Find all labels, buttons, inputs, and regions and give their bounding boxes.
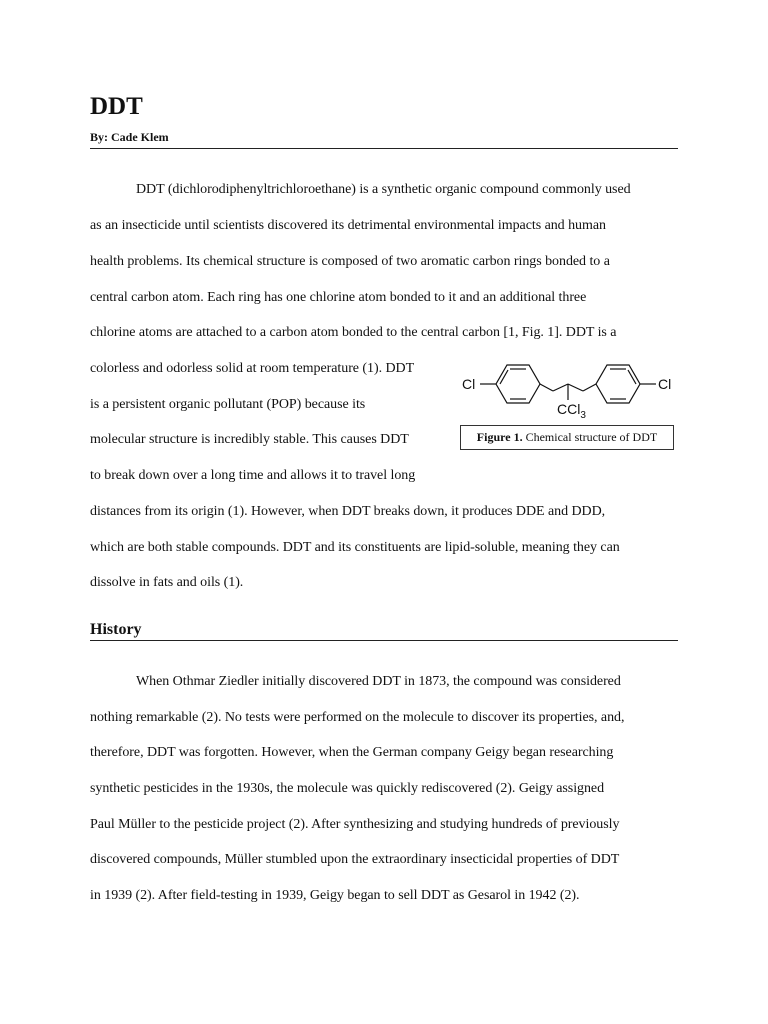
paragraph-line: to break down over a long time and allows it to travel long (90, 468, 416, 483)
ccl3-label: CCl$_3$ (557, 401, 586, 421)
history-heading: History (90, 621, 142, 638)
figure-label: Figure 1. (476, 430, 523, 444)
paragraph-line: in 1939 (2). After field-testing in 1939, Geigy began to sell DDT as Gesarol in 1942 (2). (90, 888, 580, 903)
central-bond-left (553, 384, 568, 391)
ddt-structure-diagram (460, 356, 676, 426)
paragraph-line: colorless and odorless solid at room temperature (1). DDT (90, 361, 415, 376)
paragraph-line: nothing remarkable (2). No tests were performed on the molecule to discover its properties, and, (90, 710, 625, 725)
paragraph-line: dissolve in fats and oils (1). (90, 575, 244, 590)
paragraph-line: therefore, DDT was forgotten. However, when the German company Geigy began researching (90, 745, 614, 760)
paragraph-line: synthetic pesticides in the 1930s, the molecule was quickly rediscovered (2). Geigy assigned (90, 781, 605, 796)
author-byline: By: Cade Klem (90, 130, 169, 144)
paragraph-line: When Othmar Ziedler initially discovered DDT in 1873, the compound was considered (136, 674, 621, 689)
chlorine-label-right: Cl (658, 376, 672, 392)
history-divider (90, 640, 678, 641)
figure-caption-text: Chemical structure of DDT (522, 430, 658, 444)
paragraph-line: which are both stable compounds. DDT and its constituents are lipid-soluble, meaning they can (90, 540, 620, 555)
figure-caption (460, 425, 674, 450)
left-benzene-ring (496, 365, 540, 403)
paragraph-line: Paul Müller to the pesticide project (2). After synthesizing and studying hundreds of previously (90, 817, 620, 832)
document-title: DDT (90, 93, 143, 120)
chlorine-label-left: Cl (462, 376, 476, 392)
paragraph-line: discovered compounds, Müller stumbled upon the extraordinary insecticidal properties of DDT (90, 852, 620, 867)
paragraph-line: chlorine atoms are attached to a carbon atom bonded to the central carbon [1, Fig. 1]. DDT is a (90, 325, 617, 340)
paragraph-line: is a persistent organic pollutant (POP) because its (90, 397, 366, 412)
title-divider (90, 148, 678, 149)
central-bond-right (568, 384, 583, 391)
ring-bond-right (583, 384, 596, 391)
paragraph-line: molecular structure is incredibly stable. This causes DDT (90, 432, 409, 447)
paragraph-line: as an insecticide until scientists discovered its detrimental environmental impacts and human (90, 218, 606, 233)
paragraph-line: central carbon atom. Each ring has one chlorine atom bonded to it and an additional three (90, 290, 587, 305)
paragraph-line: DDT (dichlorodiphenyltrichloroethane) is a synthetic organic compound commonly used (136, 182, 631, 197)
right-benzene-ring (596, 365, 640, 403)
paragraph-line: distances from its origin (1). However, when DDT breaks down, it produces DDE and DDD, (90, 504, 606, 519)
ring-bond-left (540, 384, 553, 391)
paragraph-line: health problems. Its chemical structure is composed of two aromatic carbon rings bonded to a (90, 254, 610, 269)
